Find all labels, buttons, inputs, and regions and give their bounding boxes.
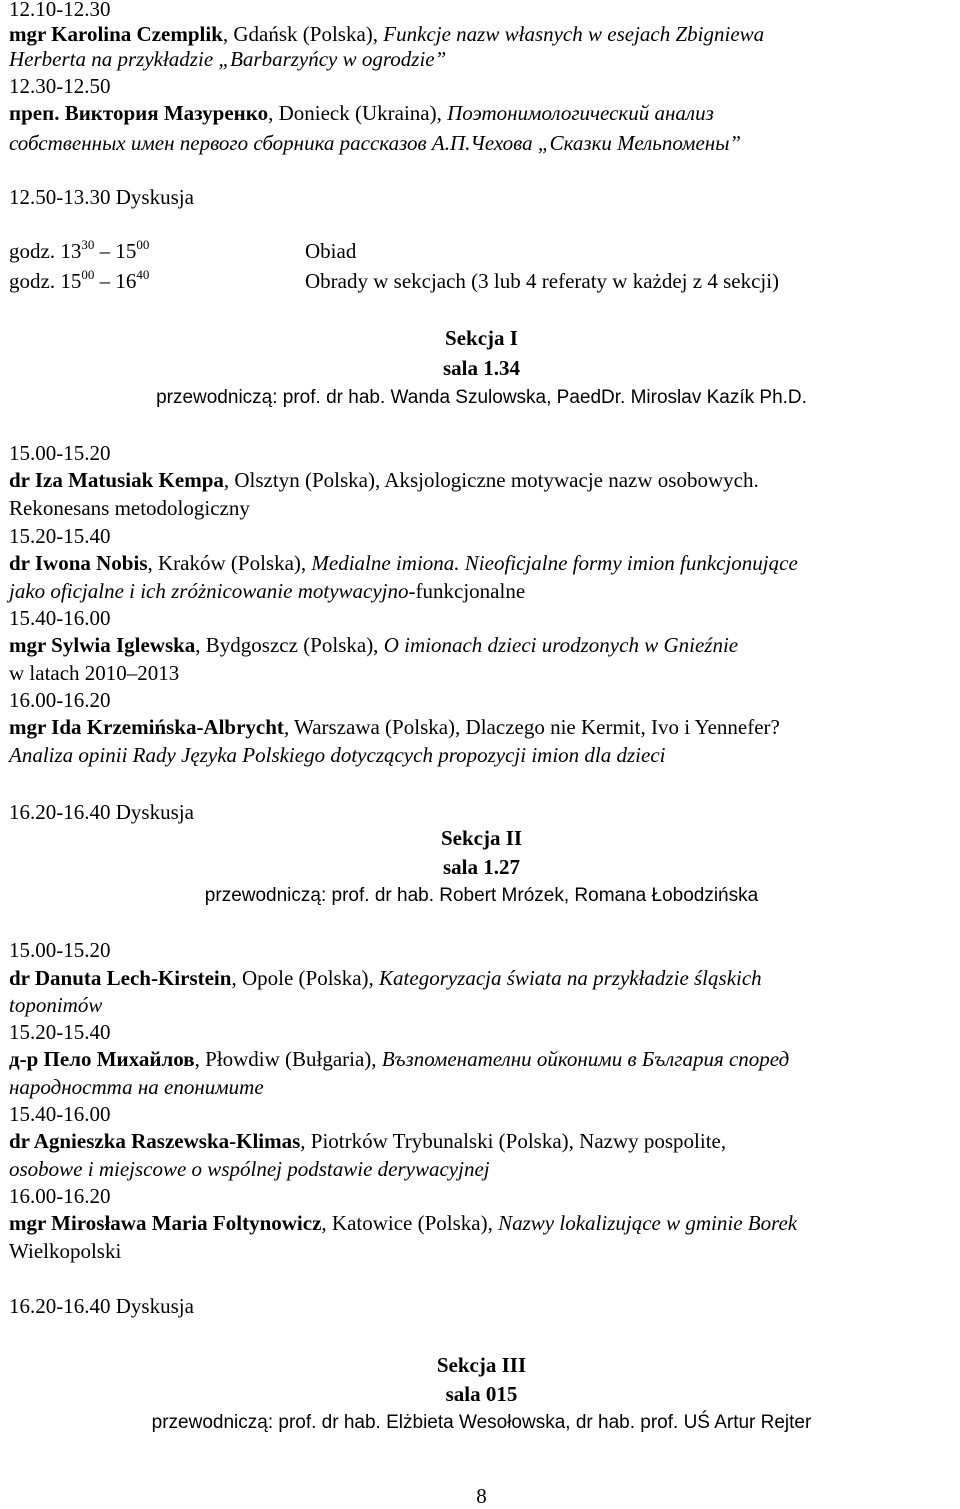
- talk-title-cont: Herberta na przykładzie „Barbarzyńcy w ogrodzie”: [9, 47, 447, 71]
- talk-time: 15.20-15.40: [9, 524, 111, 548]
- speaker-meta: , Katowice (Polska),: [321, 1211, 499, 1235]
- speaker-meta: , Donieck (Ukraina),: [268, 101, 448, 125]
- speaker-meta: , Kraków (Polska),: [147, 551, 312, 575]
- discussion: 16.20-16.40 Dyskusja: [9, 1294, 194, 1318]
- speaker-name: dr Agnieszka Raszewska-Klimas: [9, 1129, 301, 1153]
- schedule-label: Obrady w sekcjach (3 lub 4 referaty w każdej z 4 sekcji): [305, 269, 780, 293]
- speaker-meta: , Warszawa (Polska), Dlaczego nie Kermit, Ivo i Yennefer?: [283, 715, 780, 739]
- talk-line: [9, 22, 764, 46]
- talk-title: Поэтонимологический анализ: [447, 101, 714, 125]
- talk-line: [9, 1211, 797, 1235]
- page-number: 8: [476, 1484, 487, 1508]
- talk-line: [9, 468, 759, 492]
- talk-line: [9, 1129, 726, 1153]
- schedule-label: Obiad: [305, 239, 357, 263]
- discussion: 12.50-13.30 Dyskusja: [9, 185, 194, 209]
- section-title: Sekcja I: [445, 326, 518, 350]
- talk-time: 15.40-16.00: [9, 1102, 111, 1126]
- speaker-name: mgr Ida Krzemińska-Albrycht: [9, 715, 284, 739]
- talk-time: 15.20-15.40: [9, 1020, 111, 1044]
- talk-time: 15.40-16.00: [9, 606, 111, 630]
- speaker-name: mgr Karolina Czemplik: [9, 22, 223, 46]
- talk-title: Kategoryzacja świata na przykładzie śląskich: [379, 966, 762, 990]
- talk-title-cont: jako oficjalne i ich zróżnicowanie motywacyjno-funkcjonalne: [9, 579, 526, 603]
- section-chairs: przewodniczą: prof. dr hab. Elżbieta Wesołowska, dr hab. prof. UŚ Artur Rejter: [151, 1412, 812, 1433]
- section-title: Sekcja II: [440, 826, 523, 850]
- talk-title: Funkcje nazw własnych w esejach Zbigniewa: [383, 22, 765, 46]
- talk-title-cont: Rekonesans metodologiczny: [9, 496, 250, 520]
- speaker-name: dr Iwona Nobis: [9, 551, 148, 575]
- talk-title-cont: Analiza opinii Rady Języka Polskiego dotyczących propozycji imion dla dzieci: [9, 743, 666, 767]
- speaker-name: dr Iza Matusiak Kempa: [9, 468, 224, 492]
- talk-title: O imionach dzieci urodzonych w Gnieźnie: [383, 633, 739, 657]
- speaker-name: преп. Виктория Мазуренко: [9, 101, 269, 125]
- speaker-name: д-р Пело Михайлов: [9, 1047, 195, 1071]
- speaker-name: dr Danuta Lech-Kirstein: [9, 966, 232, 990]
- talk-title-cont: toponimów: [9, 993, 103, 1017]
- talk-time: 15.00-15.20: [9, 441, 111, 465]
- schedule-time: godz. $15^{00} - 16^{40}$: [9, 267, 150, 293]
- section-room: sala 1.34: [442, 356, 520, 380]
- section-chairs: przewodniczą: prof. dr hab. Wanda Szulowska, PaedDr. Miroslav Kazík Ph.D.: [156, 387, 807, 408]
- talk-line: [9, 633, 738, 657]
- talk-time: 16.00-16.20: [9, 688, 111, 712]
- talk-title: Възпоменателни ойконими в България според: [381, 1047, 790, 1071]
- speaker-meta: , Opole (Polska),: [231, 966, 380, 990]
- talk-line: [9, 551, 798, 575]
- talk-line: [9, 1047, 789, 1071]
- speaker-meta: , Gdańsk (Polska),: [222, 22, 384, 46]
- speaker-meta: , Bydgoszcz (Polska),: [195, 633, 384, 657]
- talk-title-cont: Wielkopolski: [9, 1239, 122, 1263]
- speaker-meta: , Olsztyn (Polska), Aksjologiczne motywacje nazw osobowych.: [223, 468, 759, 492]
- section-room: sala 1.27: [442, 855, 520, 879]
- talk-title-cont: w latach 2010–2013: [9, 661, 180, 685]
- talk-title-cont: народността на епонимите: [9, 1075, 264, 1099]
- talk-line: [9, 966, 762, 990]
- talk-title: Nazwy lokalizujące w gminie Borek: [498, 1211, 798, 1235]
- speaker-meta: , Piotrków Trybunalski (Polska), Nazwy pospolite,: [300, 1129, 727, 1153]
- talk-time: 12.30-12.50: [9, 74, 111, 98]
- speaker-name: mgr Mirosława Maria Foltynowicz: [9, 1211, 322, 1235]
- talk-time: 15.00-15.20: [9, 938, 111, 962]
- speaker-name: mgr Sylwia Iglewska: [9, 633, 196, 657]
- talk-line: [9, 715, 780, 739]
- schedule-time: godz. $13^{30} - 15^{00}$: [9, 237, 150, 263]
- talk-title-cont: osobowe i miejscowe o wspólnej podstawie derywacyjnej: [9, 1157, 490, 1181]
- speaker-meta: , Płowdiw (Bułgaria),: [194, 1047, 382, 1071]
- section-title: Sekcja III: [436, 1353, 527, 1377]
- talk-title-cont: собственных имен первого сборника рассказов А.П.Чехова „Сказки Мельпомены”: [9, 131, 742, 155]
- talk-title: Medialne imiona. Nieoficjalne formy imion funkcjonujące: [311, 551, 798, 575]
- section-room: sala 015: [445, 1382, 518, 1406]
- talk-time: 12.10-12.30: [9, 0, 111, 21]
- section-chairs: przewodniczą: prof. dr hab. Robert Mrózek, Romana Łobodzińska: [204, 885, 759, 906]
- discussion: 16.20-16.40 Dyskusja: [9, 800, 194, 824]
- talk-time: 16.00-16.20: [9, 1184, 111, 1208]
- talk-line: [9, 101, 714, 125]
